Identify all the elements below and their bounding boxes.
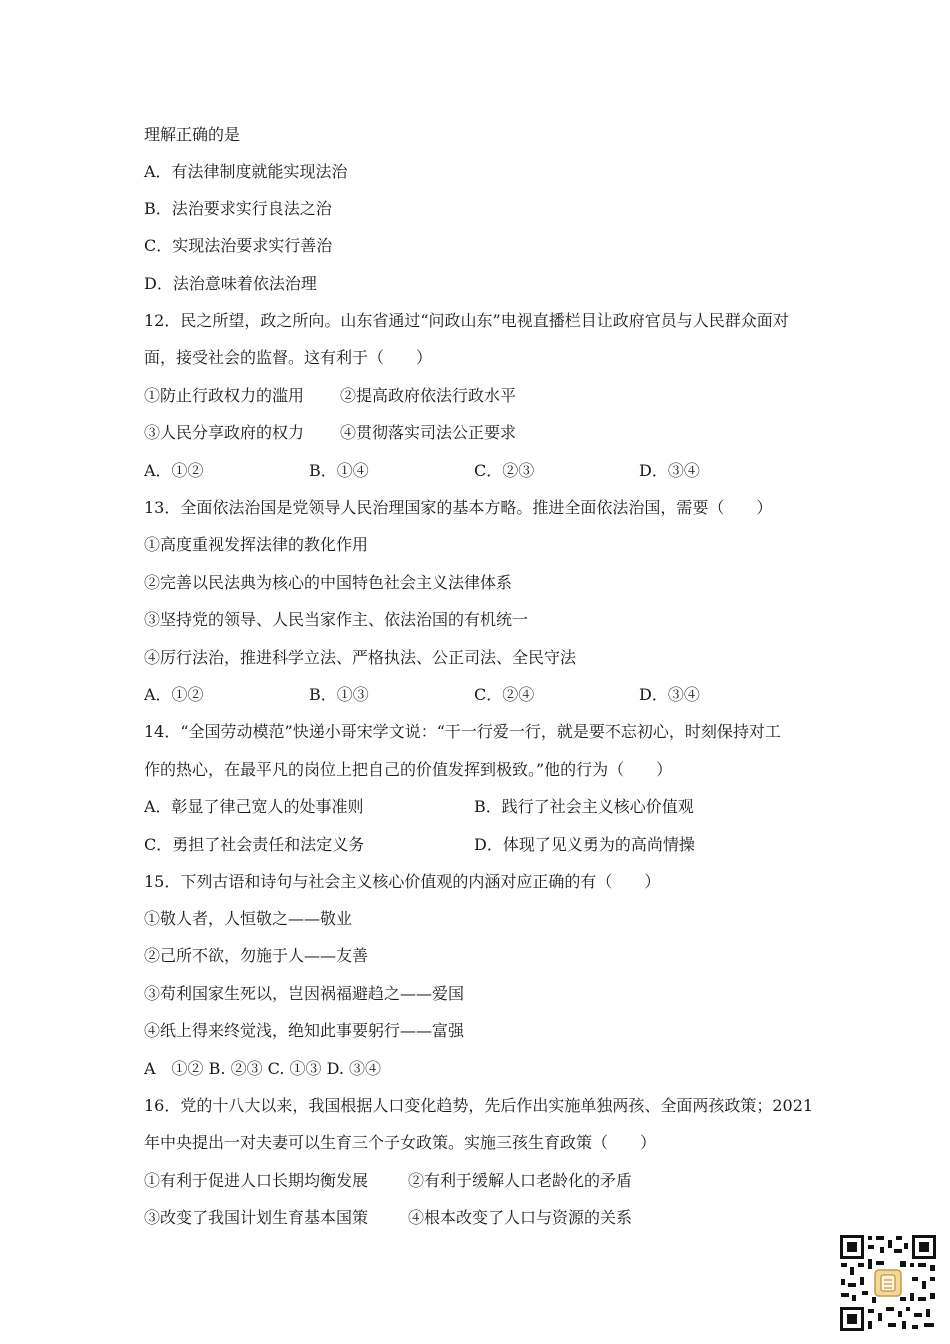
q14-choice-d: D．体现了见义勇为的高尚情操 bbox=[474, 835, 695, 854]
q14-stem-line2: 作的热心，在最平凡的岗位上把自己的价值发挥到极致。”他的行为（ ） bbox=[144, 760, 673, 779]
q11-option-b: B．法治要求实行良法之治 bbox=[144, 199, 332, 218]
q11-option-c: C．实现法治要求实行善治 bbox=[144, 236, 333, 255]
q12-choice-a: A．①② bbox=[144, 461, 204, 480]
q15-item-3: ③苟利国家生死以，岂因祸福避趋之——爱国 bbox=[144, 984, 465, 1003]
q13-choice-b: B．①③ bbox=[309, 685, 369, 704]
qr-code-icon bbox=[838, 1233, 938, 1333]
q12-choice-b: B．①④ bbox=[309, 461, 369, 480]
q14-choice-a: A．彰显了律己宽人的处事准则 bbox=[144, 797, 364, 816]
q12-stem-line2: 面，接受社会的监督。这有利于（ ） bbox=[144, 348, 433, 367]
q14-choice-c: C．勇担了社会责任和法定义务 bbox=[144, 835, 365, 854]
q16-stem-line1: 16．党的十八大以来，我国根据人口变化趋势，先后作出实施单独两孩、全面两孩政策；2021 bbox=[144, 1096, 814, 1115]
q12-choice-d: D．③④ bbox=[639, 461, 700, 480]
q11-option-d: D．法治意味着依法治理 bbox=[144, 274, 317, 293]
q16-item-2: ②有利于缓解人口老龄化的矛盾 bbox=[408, 1171, 633, 1190]
q13-choice-a: A．①② bbox=[144, 685, 204, 704]
q14-choice-b: B．践行了社会主义核心价值观 bbox=[474, 797, 694, 816]
q16-item-3: ③改变了我国计划生育基本国策 bbox=[144, 1208, 369, 1227]
q12-choice-c: C．②③ bbox=[474, 461, 535, 480]
q15-item-4: ④纸上得来终觉浅，绝知此事要躬行——富强 bbox=[144, 1021, 465, 1040]
q12-stem-line1: 12．民之所望，政之所向。山东省通过“问政山东”电视直播栏目让政府官员与人民群众面对 bbox=[144, 311, 789, 330]
q13-stem: 13．全面依法治国是党领导人民治理国家的基本方略。推进全面依法治国，需要（ ） bbox=[144, 498, 773, 517]
q16-stem-line2: 年中央提出一对夫妻可以生育三个子女政策。实施三孩生育政策（ ） bbox=[144, 1133, 657, 1152]
q16-item-1: ①有利于促进人口长期均衡发展 bbox=[144, 1171, 369, 1190]
q13-item-4: ④厉行法治，推进科学立法、严格执法、公正司法、全民守法 bbox=[144, 648, 577, 667]
q13-item-3: ③坚持党的领导、人民当家作主、依法治国的有机统一 bbox=[144, 610, 529, 629]
q12-item-1: ①防止行政权力的滥用 bbox=[144, 386, 305, 405]
q11-option-a: A．有法律制度就能实现法治 bbox=[144, 162, 348, 181]
q16-item-4: ④根本改变了人口与资源的关系 bbox=[408, 1208, 633, 1227]
q14-stem-line1: 14．“全国劳动模范”快递小哥宋学文说：“干一行爱一行，就是要不忘初心，时刻保持对工 bbox=[144, 722, 781, 741]
q13-choice-c: C．②④ bbox=[474, 685, 535, 704]
q15-choices: A ①② B. ②③ C. ①③ D. ③④ bbox=[144, 1059, 382, 1078]
q12-item-4: ④贯彻落实司法公正要求 bbox=[340, 423, 517, 442]
q13-item-2: ②完善以民法典为核心的中国特色社会主义法律体系 bbox=[144, 573, 513, 592]
q12-item-2: ②提高政府依法行政水平 bbox=[340, 386, 517, 405]
q11-stem-tail: 理解正确的是 bbox=[144, 125, 241, 144]
q12-item-3: ③人民分享政府的权力 bbox=[144, 423, 305, 442]
q15-item-2: ②己所不欲，勿施于人——友善 bbox=[144, 946, 369, 965]
q15-item-1: ①敬人者，人恒敬之——敬业 bbox=[144, 909, 353, 928]
q13-choice-d: D．③④ bbox=[639, 685, 700, 704]
q13-item-1: ①高度重视发挥法律的教化作用 bbox=[144, 535, 369, 554]
q15-stem: 15．下列古语和诗句与社会主义核心价值观的内涵对应正确的有（ ） bbox=[144, 872, 661, 891]
